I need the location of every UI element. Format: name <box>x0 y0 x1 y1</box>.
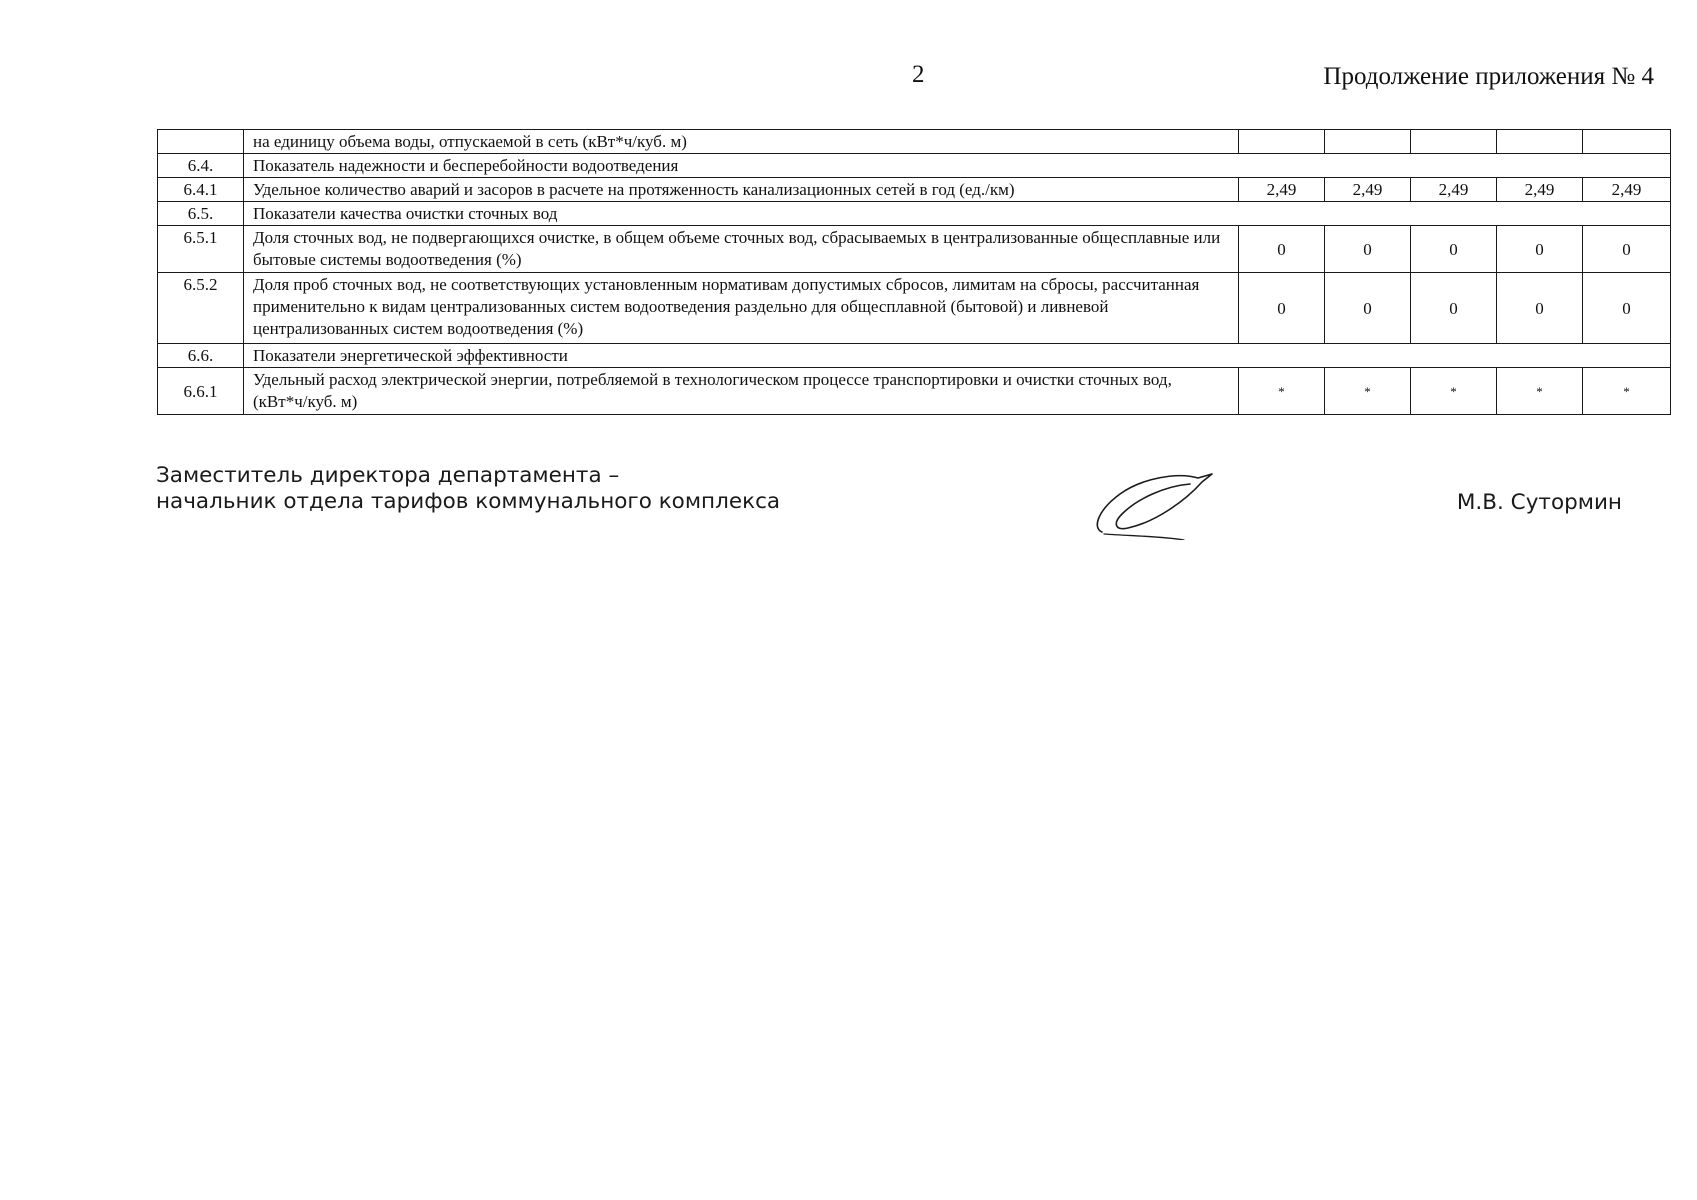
row-code: 6.6.1 <box>158 368 244 415</box>
row-description: на единицу объема воды, отпускаемой в сеть (кВт*ч/куб. м) <box>244 130 1239 154</box>
row-value <box>1325 130 1411 154</box>
continuation-header: Продолжение приложения № 4 <box>1323 63 1654 90</box>
row-value <box>1497 130 1583 154</box>
indicators-table <box>157 129 1671 415</box>
row-value <box>1411 130 1497 154</box>
row-value: 2,49 <box>1325 178 1411 202</box>
row-value: 0 <box>1411 273 1497 344</box>
signer-position <box>156 463 780 515</box>
section-code: 6.6. <box>158 344 244 368</box>
row-value: 0 <box>1583 273 1671 344</box>
row-value: 0 <box>1239 226 1325 273</box>
row-value: 0 <box>1239 273 1325 344</box>
row-value: 2,49 <box>1239 178 1325 202</box>
row-value: 0 <box>1583 226 1671 273</box>
table-row <box>158 344 1671 368</box>
row-value: * <box>1239 368 1325 415</box>
handwritten-signature <box>1090 470 1220 540</box>
row-description: Удельный расход электрической энергии, потребляемой в технологическом процессе транспортировки и очистки сточных вод, (кВт*ч/куб. м) <box>244 368 1239 415</box>
table-row <box>158 273 1671 344</box>
row-value: 0 <box>1411 226 1497 273</box>
row-value: * <box>1411 368 1497 415</box>
table-row <box>158 368 1671 415</box>
row-description: Удельное количество аварий и засоров в расчете на протяженность канализационных сетей в год (ед./км) <box>244 178 1239 202</box>
section-code: 6.4. <box>158 154 244 178</box>
row-value: 0 <box>1325 226 1411 273</box>
row-code <box>158 130 244 154</box>
row-code: 6.5.2 <box>158 273 244 344</box>
row-value: * <box>1583 368 1671 415</box>
section-title: Показатели энергетической эффективности <box>244 344 1671 368</box>
signer-name: М.В. Сутормин <box>1456 490 1622 515</box>
row-value <box>1583 130 1671 154</box>
row-value: * <box>1325 368 1411 415</box>
row-value: 0 <box>1325 273 1411 344</box>
signer-position-line1: Заместитель директора департамента – <box>156 463 620 488</box>
table-row <box>158 226 1671 273</box>
row-value: 2,49 <box>1583 178 1671 202</box>
signer-position-line2: начальник отдела тарифов коммунального комплекса <box>156 489 781 514</box>
section-title: Показатели качества очистки сточных вод <box>244 202 1671 226</box>
row-code: 6.4.1 <box>158 178 244 202</box>
table-row <box>158 154 1671 178</box>
table-row <box>158 202 1671 226</box>
section-title: Показатель надежности и бесперебойности водоотведения <box>244 154 1671 178</box>
page-number: 2 <box>912 61 925 88</box>
row-code: 6.5.1 <box>158 226 244 273</box>
row-description: Доля проб сточных вод, не соответствующих установленным нормативам допустимых сбросов, лимитам на сбросы, рассчитанная применительно к видам централизованных систем водоотведения раздельно для общесплавной (бытовой) и ливневой централизованных систем водоотведения (%) <box>244 273 1239 344</box>
section-code: 6.5. <box>158 202 244 226</box>
row-value: 2,49 <box>1497 178 1583 202</box>
row-description: Доля сточных вод, не подвергающихся очистке, в общем объеме сточных вод, сбрасываемых в централизованные общесплавные или бытовые системы водоотведения (%) <box>244 226 1239 273</box>
row-value: * <box>1497 368 1583 415</box>
row-value: 0 <box>1497 273 1583 344</box>
row-value <box>1239 130 1325 154</box>
row-value: 2,49 <box>1411 178 1497 202</box>
row-value: 0 <box>1497 226 1583 273</box>
table-row <box>158 178 1671 202</box>
table-row <box>158 130 1671 154</box>
